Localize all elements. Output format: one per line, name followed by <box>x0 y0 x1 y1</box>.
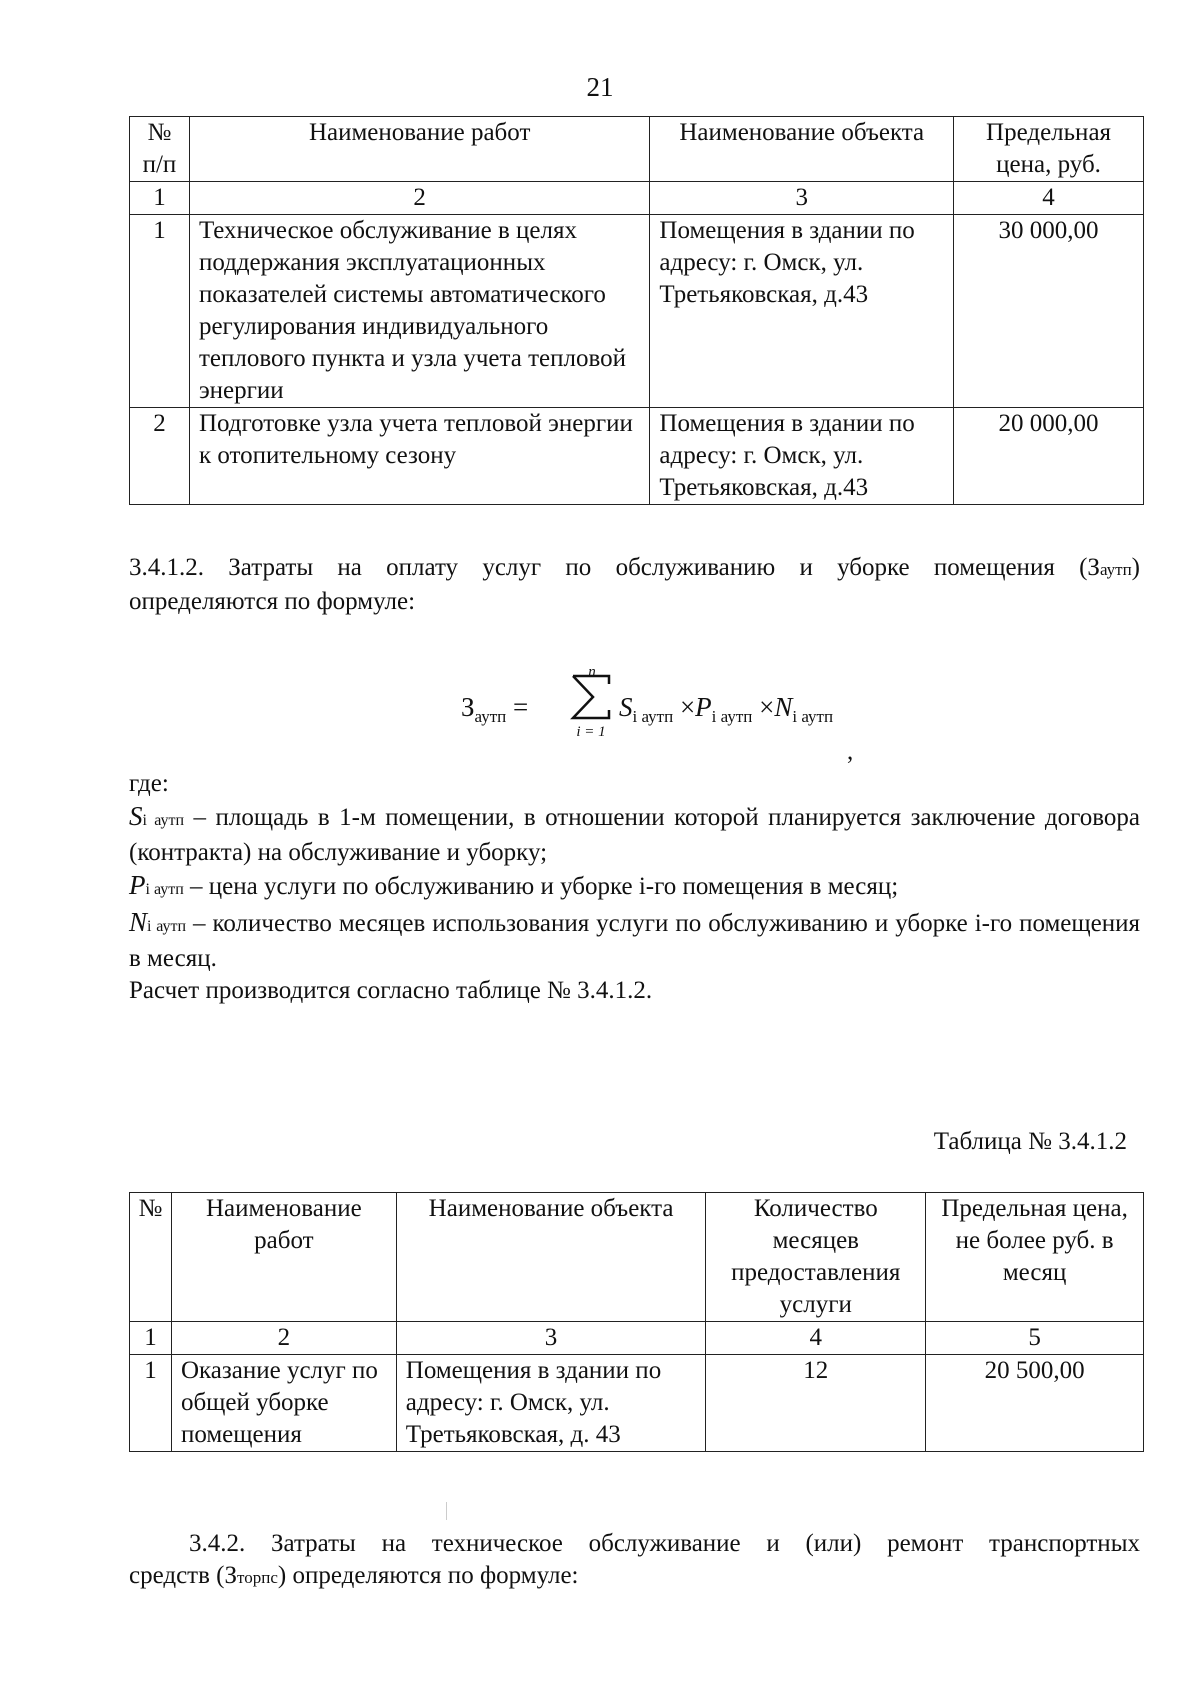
object-name: Помещения в здании по адресу: г. Омск, ул. Третьяковская, д.43 <box>650 215 954 408</box>
table-header-row <box>130 1193 1144 1322</box>
price: 20 000,00 <box>954 408 1144 505</box>
section-3412-close: ) <box>1131 554 1140 581</box>
formula-lhs: З <box>461 692 475 722</box>
formula-s-sub: i аутп <box>632 707 674 726</box>
section-3412-line1: 3.4.1.2. Затраты на оплату услуг по обслуживанию и уборке помещения (З <box>129 554 1100 581</box>
table-index-row <box>130 1322 1144 1355</box>
price: 30 000,00 <box>954 215 1144 408</box>
object-name: Помещения в здании по адресу: г. Омск, ул. Третьяковская, д.43 <box>650 408 954 505</box>
formula-p: P <box>695 692 712 722</box>
formula-n-sub: i аутп <box>792 707 834 726</box>
formula-n: N <box>774 692 793 722</box>
page-number: 21 <box>586 72 614 102</box>
formula-equals: = <box>513 692 529 722</box>
sum-lower-limit: i = 1 <box>576 724 606 740</box>
sigma-icon <box>569 672 613 729</box>
index-cell: 1 <box>130 1322 172 1355</box>
index-cell: 2 <box>189 182 649 215</box>
definition-p: Pi аутп – цена услуги по обслуживанию и уборке i-го помещения в месяц; <box>129 870 899 900</box>
work-name: Техническое обслуживание в целях поддержания эксплуатационных показателей системы автоматического регулирования индивидуального теплового пункта и узла учета тепловой энергии <box>189 215 649 408</box>
section-3412-line2: определяются по формуле: <box>129 588 416 615</box>
scan-mark <box>446 1502 447 1520</box>
work-name: Оказание услуг по общей уборке помещения <box>171 1355 396 1452</box>
formula-comma: , <box>847 738 854 765</box>
index-cell: 1 <box>130 182 190 215</box>
cleaning-table <box>129 1192 1144 1452</box>
formula-terms <box>619 692 834 726</box>
table-row <box>130 1355 1144 1452</box>
definition-s: Si аутп – площадь в 1-м помещении, в отношении которой планируется заключение договора (контракта) на обслуживание и уборку; <box>129 801 1140 866</box>
header-object-name: Наименование объекта <box>650 117 954 182</box>
table-row <box>130 215 1144 408</box>
table-row <box>130 408 1144 505</box>
section-3412-subscript: аутп <box>1099 560 1132 579</box>
index-cell: 5 <box>926 1322 1144 1355</box>
cost-formula <box>461 654 881 744</box>
work-name: Подготовке узла учета тепловой энергии к отопительному сезону <box>189 408 649 505</box>
header-months: Количество месяцев предоставления услуги <box>706 1193 926 1322</box>
object-name: Помещения в здании по адресу: г. Омск, ул. Третьяковская, д. 43 <box>396 1355 706 1452</box>
header-max-price: Предельная цена, руб. <box>954 117 1144 182</box>
formula-p-sub: i аутп <box>711 707 753 726</box>
definition-n: Ni аутп – количество месяцев использования услуги по обслуживанию и уборке i-го помещения в месяц. <box>129 907 1140 972</box>
months: 12 <box>706 1355 926 1452</box>
calc-note: Расчет производится согласно таблице № 3.4.1.2. <box>129 977 653 1004</box>
header-number: № п/п <box>130 117 190 182</box>
table2-caption: Таблица № 3.4.1.2 <box>933 1128 1127 1155</box>
index-cell: 4 <box>706 1322 926 1355</box>
header-work-name: Наименование работ <box>171 1193 396 1322</box>
header-object-name: Наименование объекта <box>396 1193 706 1322</box>
sum-upper-limit: n <box>588 664 596 680</box>
row-number: 2 <box>130 408 190 505</box>
formula-s: S <box>619 692 633 722</box>
formula-lhs-sub: аутп <box>474 707 507 726</box>
table-index-row <box>130 182 1144 215</box>
index-cell: 3 <box>396 1322 706 1355</box>
section-3412-paragraph <box>129 552 1140 618</box>
table-header-row <box>130 117 1144 182</box>
section-342-line2: средств (Зторпс) определяются по формуле: <box>129 1562 579 1589</box>
row-number: 1 <box>130 1355 172 1452</box>
definitions-block <box>129 768 1140 1007</box>
price: 20 500,00 <box>926 1355 1144 1452</box>
formula-times: × <box>679 692 696 722</box>
index-cell: 4 <box>954 182 1144 215</box>
header-max-price: Предельная цена, не более руб. в месяц <box>926 1193 1144 1322</box>
index-cell: 3 <box>650 182 954 215</box>
header-number: № <box>130 1193 172 1322</box>
row-number: 1 <box>130 215 190 408</box>
formula-times: × <box>759 692 775 722</box>
section-342-line1: 3.4.2. Затраты на техническое обслуживание и (или) ремонт транспортных <box>189 1530 1140 1557</box>
header-work-name: Наименование работ <box>189 117 649 182</box>
works-table <box>129 116 1144 505</box>
index-cell: 2 <box>171 1322 396 1355</box>
where-label: где: <box>129 770 169 797</box>
section-342-paragraph <box>129 1528 1140 1594</box>
